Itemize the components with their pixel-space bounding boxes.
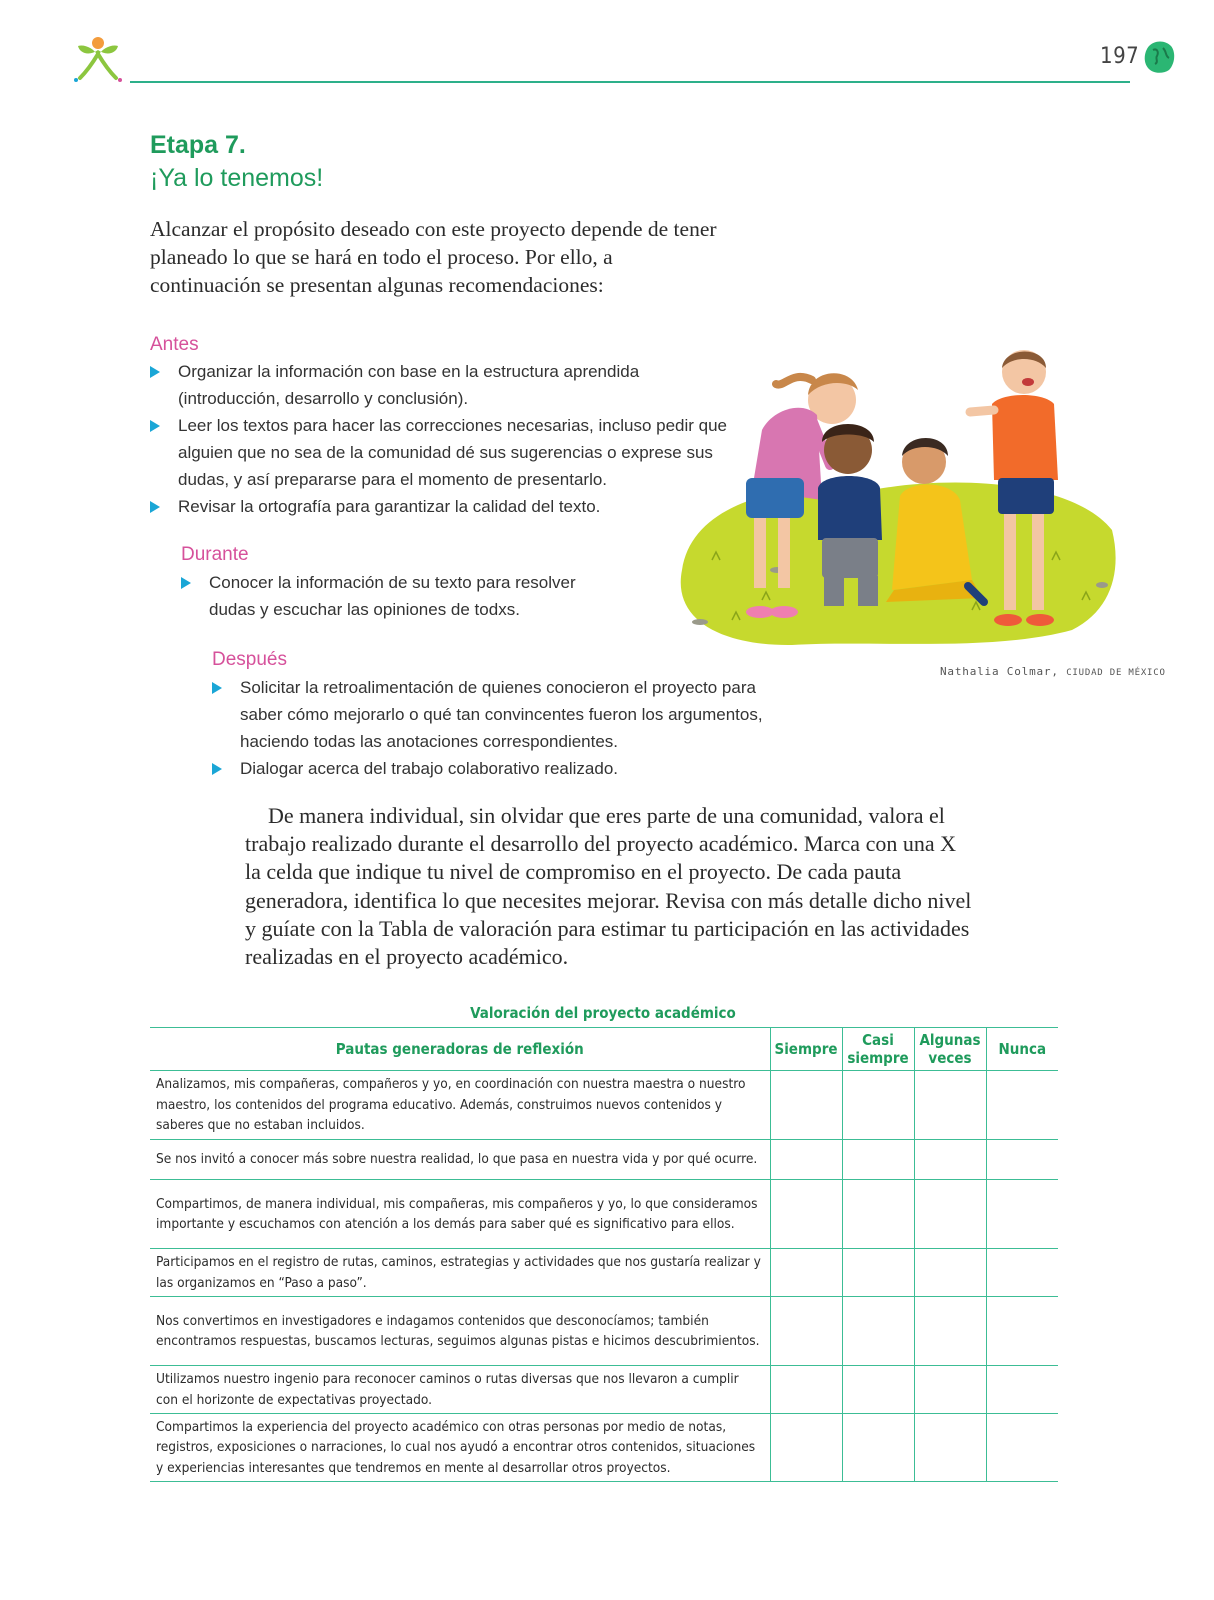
checkbox-siempre[interactable]	[770, 1140, 842, 1180]
checkbox-algunas-veces[interactable]	[914, 1180, 986, 1249]
stage-title: Etapa 7.	[150, 131, 246, 159]
list-item-text: Leer los textos para hacer las correcciones necesarias, incluso pedir que alguien que no sea de la comunidad dé sus sugerencias o exprese sus dudas, y así prepararse para el momento de presentarlo.	[178, 416, 728, 489]
checkbox-algunas-veces[interactable]	[914, 1297, 986, 1366]
instructions-text: De manera individual, sin olvidar que eres parte de una comunidad, valora el trabajo realizado durante el desarrollo del proyecto académico. Marca con una X la celda que indique tu nivel de compromiso en el proyecto. De cada pauta generadora, identifica lo que necesites mejorar. Revisa con más detalle dicho nivel y guíate con la Tabla de valoración para estimar tu participación en las actividades realizadas en el proyecto académico.	[245, 803, 972, 970]
row-text: Compartimos, de manera individual, mis compañeras, mis compañeros y yo, lo que consideramos importante y escuchamos con atención a los demás para saber qué es significativo para ellos.	[150, 1180, 770, 1249]
checkbox-siempre[interactable]	[770, 1249, 842, 1297]
row-text: Nos convertimos en investigadores e indagamos contenidos que desconocíamos; también encontramos respuestas, buscamos lecturas, seguimos algunas pistas e hicimos descubrimientos.	[150, 1297, 770, 1366]
list-item-text: Dialogar acerca del trabajo colaborativo realizado.	[240, 759, 618, 778]
checkbox-algunas-veces[interactable]	[914, 1414, 986, 1482]
list-item	[150, 493, 730, 520]
list-item-text: Conocer la información de su texto para resolver dudas y escuchar las opiniones de todxs.	[209, 573, 576, 619]
table-row	[150, 1140, 1058, 1180]
checkbox-casi-siempre[interactable]	[842, 1140, 914, 1180]
checkbox-siempre[interactable]	[770, 1414, 842, 1482]
checkbox-siempre[interactable]	[770, 1297, 842, 1366]
checkbox-casi-siempre[interactable]	[842, 1249, 914, 1297]
checkbox-casi-siempre[interactable]	[842, 1414, 914, 1482]
illustration-credit	[940, 665, 1166, 678]
antes-list	[150, 358, 730, 520]
triangle-bullet-icon	[181, 577, 191, 589]
sprout-figure-icon	[72, 34, 124, 86]
durante-heading: Durante	[181, 544, 249, 565]
table-caption: Valoración del proyecto académico	[470, 1004, 736, 1022]
list-item-text: Revisar la ortografía para garantizar la calidad del texto.	[178, 497, 601, 516]
triangle-bullet-icon	[212, 763, 222, 775]
triangle-bullet-icon	[150, 501, 160, 513]
checkbox-casi-siempre[interactable]	[842, 1297, 914, 1366]
header-siempre: Siempre	[770, 1028, 842, 1071]
header-algunas-line1: Algunas	[919, 1031, 981, 1049]
table-row	[150, 1414, 1058, 1482]
checkbox-nunca[interactable]	[986, 1071, 1058, 1140]
header-rule	[130, 81, 1130, 83]
checkbox-algunas-veces[interactable]	[914, 1140, 986, 1180]
row-text: Participamos en el registro de rutas, caminos, estrategias y actividades que nos gustaría realizar y las organizamos en “Paso a paso”.	[150, 1249, 770, 1297]
header-pautas: Pautas generadoras de reflexión	[150, 1028, 770, 1071]
header-casi-siempre	[842, 1028, 914, 1071]
checkbox-casi-siempre[interactable]	[842, 1366, 914, 1414]
checkbox-casi-siempre[interactable]	[842, 1071, 914, 1140]
table-row	[150, 1071, 1058, 1140]
row-text: Se nos invitó a conocer más sobre nuestra realidad, lo que pasa en nuestra vida y por qué ocurre.	[150, 1140, 770, 1180]
durante-list	[181, 569, 621, 623]
checkbox-siempre[interactable]	[770, 1071, 842, 1140]
checkbox-siempre[interactable]	[770, 1180, 842, 1249]
checkbox-casi-siempre[interactable]	[842, 1180, 914, 1249]
header-algunas-veces	[914, 1028, 986, 1071]
row-text: Analizamos, mis compañeras, compañeros y yo, en coordinación con nuestra maestra o nuestro maestro, los contenidos del programa educativo. Además, construimos nuevos contenidos y saberes que no estaban incluidos.	[150, 1071, 770, 1140]
checkbox-siempre[interactable]	[770, 1366, 842, 1414]
list-item	[212, 755, 772, 782]
intro-paragraph: Alcanzar el propósito deseado con este proyecto depende de tener planeado lo que se hará en todo el proceso. Por ello, a continuación se presentan algunas recomendaciones:	[150, 217, 717, 297]
header-casi-line1: Casi	[862, 1031, 894, 1049]
checkbox-nunca[interactable]	[986, 1180, 1058, 1249]
page-number: 197	[1100, 44, 1140, 69]
checkbox-nunca[interactable]	[986, 1414, 1058, 1482]
green-globe-icon	[1143, 40, 1175, 74]
list-item	[150, 358, 730, 412]
valuation-table	[150, 1027, 1058, 1482]
checkbox-nunca[interactable]	[986, 1297, 1058, 1366]
children-illustration	[672, 340, 1122, 660]
checkbox-algunas-veces[interactable]	[914, 1366, 986, 1414]
list-item	[212, 674, 772, 755]
credit-place: CIUDAD DE MÉXICO	[1066, 668, 1166, 678]
table-row	[150, 1180, 1058, 1249]
table-row	[150, 1366, 1058, 1414]
checkbox-nunca[interactable]	[986, 1249, 1058, 1297]
header-nunca: Nunca	[986, 1028, 1058, 1071]
despues-heading: Después	[212, 649, 287, 670]
table-row	[150, 1249, 1058, 1297]
list-item-text: Solicitar la retroalimentación de quienes conocieron el proyecto para saber cómo mejorarlo o qué tan convincentes fueron los argumentos, haciendo todas las anotaciones correspondientes.	[240, 678, 763, 751]
header-algunas-line2: veces	[928, 1049, 972, 1067]
instructions-paragraph	[245, 802, 975, 971]
triangle-bullet-icon	[150, 420, 160, 432]
row-text: Utilizamos nuestro ingenio para reconocer caminos o rutas diversas que nos llevaron a cumplir con el horizonte de expectativas proyectado.	[150, 1366, 770, 1414]
list-item-text: Organizar la información con base en la estructura aprendida (introducción, desarrollo y conclusión).	[178, 362, 640, 408]
list-item	[181, 569, 621, 623]
checkbox-nunca[interactable]	[986, 1366, 1058, 1414]
table-header-row	[150, 1028, 1058, 1071]
row-text: Compartimos la experiencia del proyecto académico con otras personas por medio de notas, registros, exposiciones o narraciones, lo cual nos ayudó a encontrar otros contenidos, situaciones y experiencias interesantes que tendremos en mente al desarrollar otros proyectos.	[150, 1414, 770, 1482]
stage-subtitle: ¡Ya lo tenemos!	[150, 164, 324, 192]
header-casi-line2: siempre	[847, 1049, 909, 1067]
list-item	[150, 412, 730, 493]
triangle-bullet-icon	[212, 682, 222, 694]
antes-heading: Antes	[150, 334, 199, 355]
despues-list	[212, 674, 772, 782]
checkbox-nunca[interactable]	[986, 1140, 1058, 1180]
checkbox-algunas-veces[interactable]	[914, 1249, 986, 1297]
checkbox-algunas-veces[interactable]	[914, 1071, 986, 1140]
triangle-bullet-icon	[150, 366, 160, 378]
credit-name: Nathalia Colmar,	[940, 665, 1059, 678]
table-row	[150, 1297, 1058, 1366]
